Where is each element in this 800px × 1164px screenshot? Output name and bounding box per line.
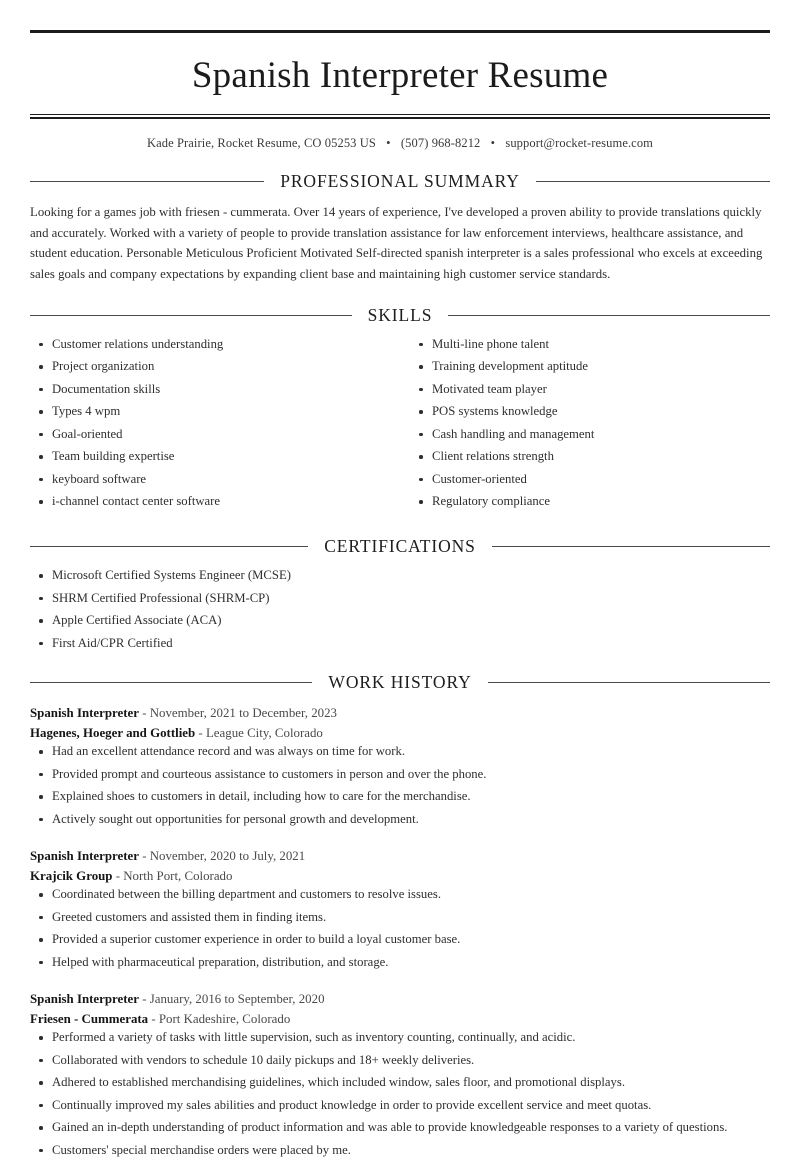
job-bullet-item: Explained shoes to customers in detail, including how to care for the merchandise.	[30, 788, 770, 806]
job-company: Krajcik Group	[30, 869, 113, 884]
skill-item: Client relations strength	[410, 448, 770, 466]
skill-item: Types 4 wpm	[30, 403, 400, 421]
job-bullet-item: Provided a superior customer experience in order to build a loyal customer base.	[30, 931, 770, 949]
job-role-line	[30, 846, 770, 866]
contact-separator-2: •	[490, 136, 496, 150]
section-rule-left	[30, 682, 312, 683]
section-title-work-history: WORK HISTORY	[328, 672, 472, 693]
section-title-certifications: CERTIFICATIONS	[324, 536, 476, 556]
summary-paragraph: Looking for a games job with friesen - cummerata. Over 14 years of experience, I've developed a proven ability to provide translations quickly and accurately. Worked with a variety of people to provide translation assistance for law enforcement interviews, healthcare assistance, and student education. Personable Meticulous Proficient Motivated Self-directed spanish interpreter is a sales professional who excels at exceeding sales goals and company expectations by expanding client base and maintaining high customer service standards.	[30, 205, 763, 282]
section-rule-right	[488, 682, 770, 683]
skill-item: Customer relations understanding	[30, 336, 400, 354]
job-dates: November, 2020 to July, 2021	[149, 849, 306, 864]
skill-item: Documentation skills	[30, 381, 400, 399]
job-bullet-list	[30, 743, 770, 828]
contact-phone: (507) 968-8212	[400, 136, 481, 150]
job-bullet-item: Greeted customers and assisted them in finding items.	[30, 909, 770, 927]
title-divider	[30, 114, 770, 118]
job-company-line	[30, 866, 770, 886]
skill-item: Cash handling and management	[410, 426, 770, 444]
job-separator: -	[138, 849, 150, 864]
job-separator: -	[138, 992, 150, 1007]
section-professional-summary	[30, 171, 770, 285]
job-bullet-list	[30, 886, 770, 971]
skill-item: i-channel contact center software	[30, 493, 400, 511]
job-bullet-item: Had an excellent attendance record and was always on time for work.	[30, 743, 770, 761]
resume-page	[0, 30, 800, 1159]
skill-item: keyboard software	[30, 471, 400, 489]
job-dates: January, 2016 to September, 2020	[149, 992, 325, 1007]
work-history-entry	[30, 703, 770, 828]
job-company: Friesen - Cummerata	[30, 1012, 149, 1027]
job-bullet-item: Actively sought out opportunities for personal growth and development.	[30, 811, 770, 829]
job-location: Port Kadeshire, Colorado	[158, 1012, 291, 1027]
section-header-skills	[30, 305, 770, 326]
job-company: Hagenes, Hoeger and Gottlieb	[30, 726, 196, 741]
skill-item: Project organization	[30, 358, 400, 376]
job-bullet-item: Gained an in-depth understanding of product information and was able to provide knowledgeable responses to a variety of questions.	[30, 1119, 770, 1137]
work-history-entry	[30, 846, 770, 971]
certifications-list	[30, 567, 770, 652]
skill-item: Motivated team player	[410, 381, 770, 399]
job-separator: -	[195, 726, 206, 741]
job-location: North Port, Colorado	[123, 869, 233, 884]
section-rule-left	[30, 315, 352, 316]
job-bullet-item: Continually improved my sales abilities and product knowledge in order to provide excellent service and meet quotas.	[30, 1097, 770, 1115]
skills-list-right	[400, 336, 770, 516]
skill-item: POS systems knowledge	[410, 403, 770, 421]
certification-item: Microsoft Certified Systems Engineer (MCSE)	[30, 567, 770, 585]
job-bullet-item: Adhered to established merchandising guidelines, which included window, sales floor, and promotional displays.	[30, 1074, 770, 1092]
job-bullet-item: Provided prompt and courteous assistance to customers in person and over the phone.	[30, 766, 770, 784]
section-rule-left	[30, 181, 264, 182]
job-bullet-item: Helped with pharmaceutical preparation, distribution, and storage.	[30, 954, 770, 972]
section-rule-left	[30, 546, 308, 547]
resume-header	[30, 30, 770, 151]
section-header-work-history	[30, 672, 770, 693]
job-bullet-list	[30, 1029, 770, 1159]
skills-columns	[30, 336, 770, 516]
job-role-line	[30, 989, 770, 1009]
section-rule-right	[492, 546, 770, 547]
contact-address: Kade Prairie, Rocket Resume, CO 05253 US	[146, 136, 376, 150]
certification-item: First Aid/CPR Certified	[30, 635, 770, 653]
contact-email: support@rocket-resume.com	[505, 136, 654, 150]
section-header-certifications	[30, 536, 770, 557]
job-role: Spanish Interpreter	[30, 849, 139, 864]
job-bullet-item: Performed a variety of tasks with little supervision, such as inventory counting, continually, and acidic.	[30, 1029, 770, 1047]
work-history-entry	[30, 989, 770, 1159]
job-bullet-item: Customers' special merchandise orders were placed by me.	[30, 1142, 770, 1160]
work-history-jobs	[30, 703, 770, 1159]
job-role: Spanish Interpreter	[30, 992, 139, 1007]
job-role: Spanish Interpreter	[30, 706, 139, 721]
job-separator: -	[112, 869, 124, 884]
skill-item: Team building expertise	[30, 448, 400, 466]
job-separator: -	[148, 1012, 159, 1027]
section-work-history	[30, 672, 770, 1159]
contact-line	[30, 118, 770, 151]
job-bullet-item: Collaborated with vendors to schedule 10 daily pickups and 18+ weekly deliveries.	[30, 1052, 770, 1070]
job-role-line	[30, 703, 770, 723]
job-dates: November, 2021 to December, 2023	[149, 706, 337, 721]
section-skills	[30, 305, 770, 516]
skill-item: Multi-line phone talent	[410, 336, 770, 354]
skill-item: Regulatory compliance	[410, 493, 770, 511]
section-rule-right	[536, 181, 770, 182]
job-separator: -	[138, 706, 150, 721]
contact-separator-1: •	[386, 136, 391, 150]
section-title-skills: SKILLS	[367, 304, 433, 325]
certification-item: SHRM Certified Professional (SHRM-CP)	[30, 590, 770, 608]
skills-list-left	[30, 336, 400, 516]
certification-item: Apple Certified Associate (ACA)	[30, 612, 770, 630]
job-company-line	[30, 723, 770, 743]
skill-item: Customer-oriented	[410, 471, 770, 489]
section-certifications	[30, 536, 770, 652]
section-title-summary: PROFESSIONAL SUMMARY	[280, 171, 520, 191]
job-location: League City, Colorado	[205, 726, 323, 741]
job-bullet-item: Coordinated between the billing department and customers to resolve issues.	[30, 886, 770, 904]
section-header-summary	[30, 171, 770, 192]
page-title: Spanish Interpreter Resume	[191, 55, 609, 96]
job-company-line	[30, 1009, 770, 1029]
skill-item: Goal-oriented	[30, 426, 400, 444]
skill-item: Training development aptitude	[410, 358, 770, 376]
section-rule-right	[448, 315, 770, 316]
